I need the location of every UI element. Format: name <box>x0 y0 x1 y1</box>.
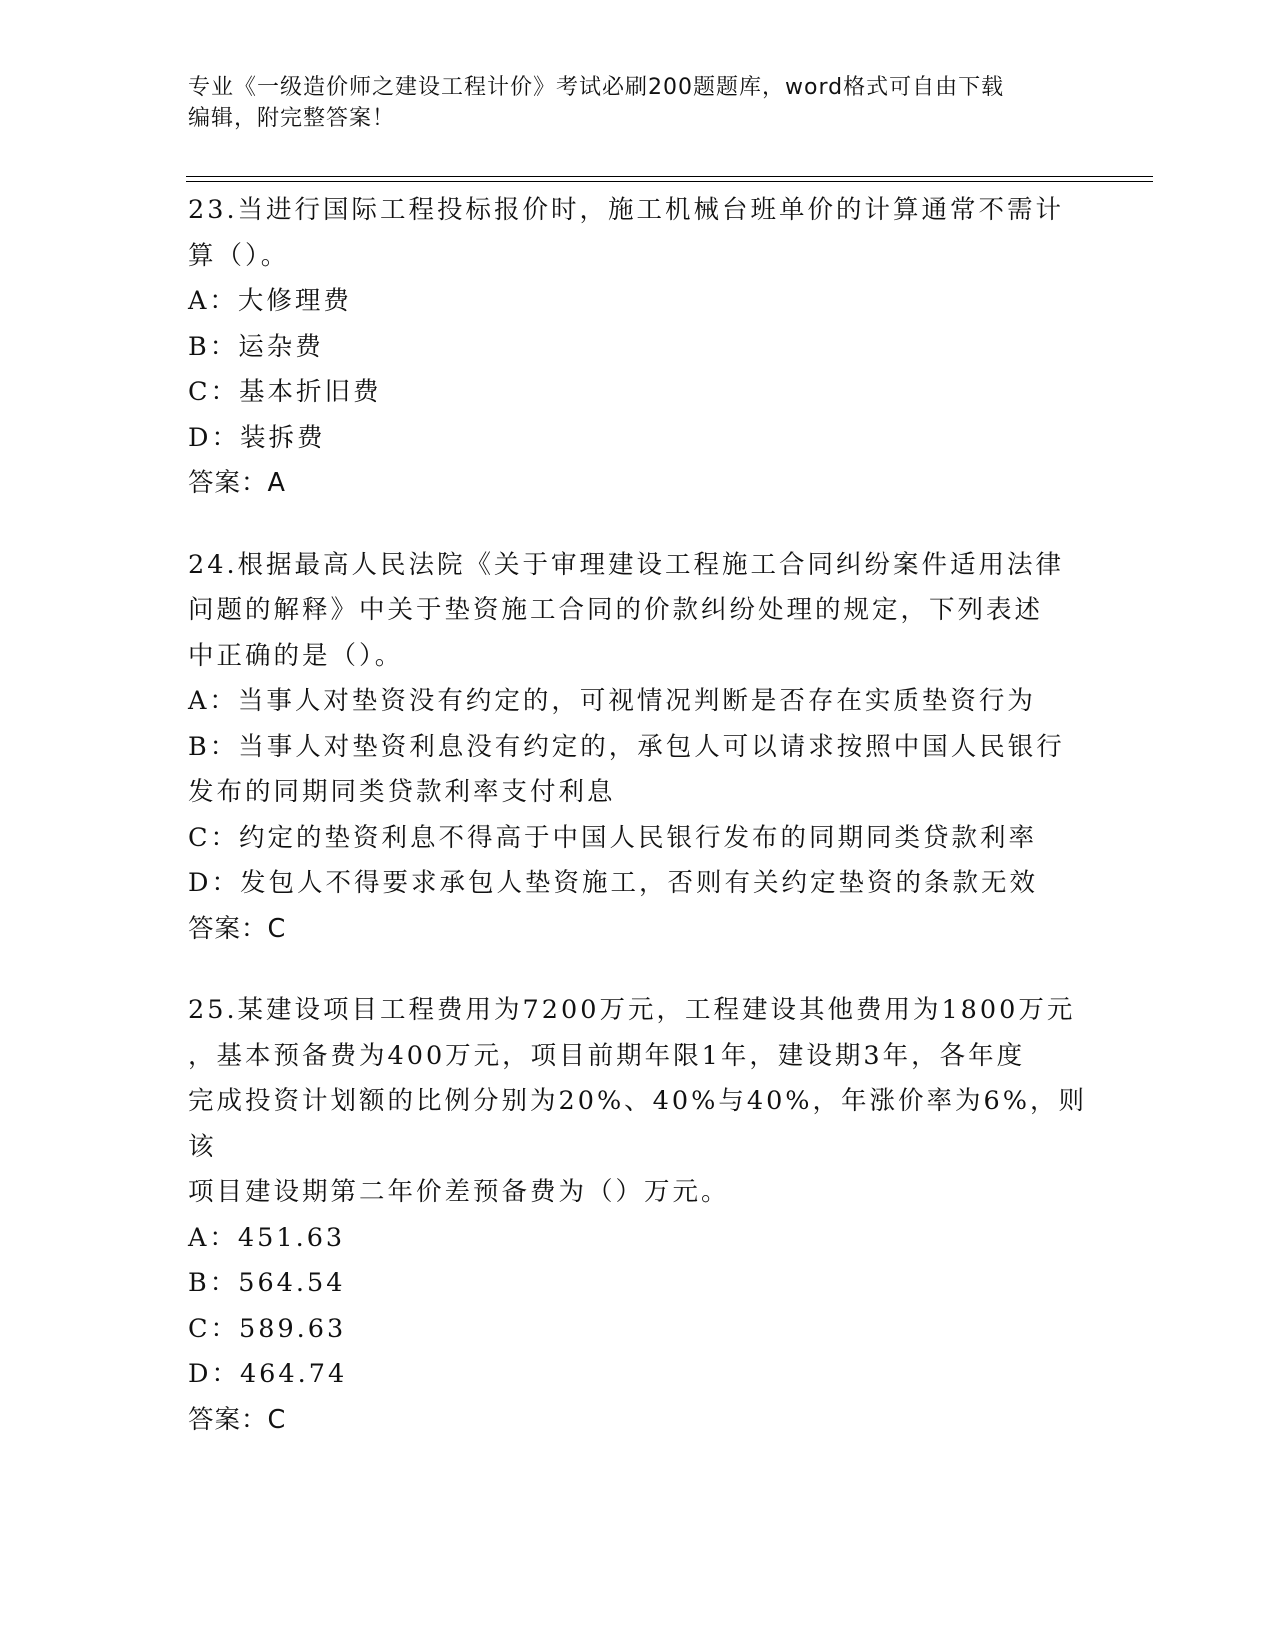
answer: 答案：C <box>188 913 287 944</box>
question-stem <box>188 988 1088 1216</box>
stem-line: 中正确的是（）。 <box>188 640 404 671</box>
option-line: B：当事人对垫资利息没有约定的，承包人可以请求按照中国人民银行 <box>188 731 1065 762</box>
question-23 <box>188 188 1088 507</box>
stem-line: ，基本预备费为400万元，项目前期年限1年，建设期3年，各年度 <box>188 1040 1026 1071</box>
option-line: 发布的同期同类贷款利率支付利息 <box>188 777 616 807</box>
option-d: D：发包人不得要求承包人垫资施工，否则有关约定垫资的条款无效 <box>188 868 1038 898</box>
option-a: A：451.63 <box>188 1222 346 1253</box>
option-d: D：464.74 <box>188 1359 348 1389</box>
question-24 <box>188 543 1088 953</box>
option-c: C：589.63 <box>188 1313 347 1344</box>
document-header <box>188 72 1088 134</box>
option-a: A：当事人对垫资没有约定的，可视情况判断是否存在实质垫资行为 <box>188 686 1036 716</box>
option-b <box>188 725 1088 816</box>
answer: 答案：C <box>188 1404 287 1435</box>
question-stem <box>188 188 1088 279</box>
option-c: C：基本折旧费 <box>188 377 382 407</box>
stem-line: 25.某建设项目工程费用为7200万元，工程建设其他费用为1800万元 <box>188 995 1076 1025</box>
option-c: C：约定的垫资利息不得高于中国人民银行发布的同期同类贷款利率 <box>188 822 1038 853</box>
option-b: B：564.54 <box>188 1268 346 1298</box>
stem-line: 问题的解释》中关于垫资施工合同的价款纠纷处理的规定，下列表述 <box>188 595 1044 625</box>
header-line: 专业《一级造价师之建设工程计价》考试必刷200题题库，word格式可自由下载 <box>188 75 1005 100</box>
stem-line: 完成投资计划额的比例分别为20%、40%与40%，年涨价率为6%，则该 <box>188 1086 1087 1162</box>
header-line: 编辑，附完整答案！ <box>188 106 396 131</box>
answer: 答案：A <box>188 468 286 498</box>
stem-line: 23.当进行国际工程投标报价时，施工机械台班单价的计算通常不需计 <box>188 195 1065 225</box>
question-25 <box>188 988 1088 1443</box>
header-divider <box>186 181 1153 182</box>
question-list <box>188 188 1088 1479</box>
stem-line: 24.根据最高人民法院《关于审理建设工程施工合同纠纷案件适用法律 <box>188 549 1065 580</box>
option-d: D：装拆费 <box>188 422 326 453</box>
stem-line: 算（）。 <box>188 240 290 271</box>
header-divider <box>186 176 1153 177</box>
option-a: A：大修理费 <box>188 286 352 316</box>
question-stem <box>188 543 1088 680</box>
option-b: B：运杂费 <box>188 331 324 362</box>
stem-line: 项目建设期第二年价差预备费为（）万元。 <box>188 1177 730 1207</box>
